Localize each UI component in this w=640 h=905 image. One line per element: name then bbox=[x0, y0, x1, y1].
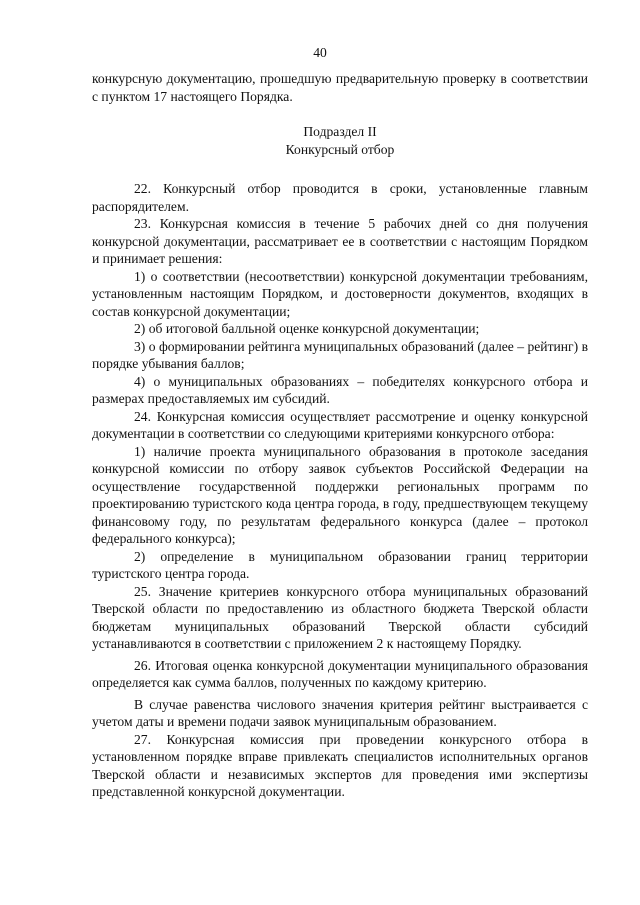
paragraph-27: 27. Конкурсная комиссия при проведении конкурсного отбора в установленном порядке вправе привлекать специалистов исполнительных органов Тверской области и независимых экспертов для проведения ими экспертизы представленной конкурсной документации. bbox=[92, 731, 588, 799]
paragraph-23-item-1: 1) о соответствии (несоответствии) конкурсной документации требованиям, установленным настоящим Порядком, и достоверности документов, входящих в состав конкурсной документации; bbox=[92, 268, 588, 319]
paragraph-23: 23. Конкурсная комиссия в течение 5 рабочих дней со дня получения конкурсной документации, рассматривает ее в соответствии с настоящим Порядком и принимает решения: bbox=[92, 216, 588, 266]
paragraph-26-note: В случае равенства числового значения критерия рейтинг выстраивается с учетом даты и времени подачи заявок муниципальным образованием. bbox=[92, 696, 588, 729]
subsection-label: Подраздел II bbox=[303, 124, 377, 139]
paragraph-23-item-3: 3) о формировании рейтинга муниципальных образований (далее – рейтинг) в порядке убывания баллов; bbox=[92, 338, 588, 371]
intro-paragraph: конкурсную документацию, прошедшую предварительную проверку в соответствии с пунктом 17 настоящего Порядка. bbox=[92, 71, 588, 104]
paragraph-25: 25. Значение критериев конкурсного отбора муниципальных образований Тверской области по предоставлению из областного бюджета Тверской области бюджетам муниципальных образований Тверской области субсидий устанавливаются в соответствии с приложением 2 к настоящему Порядку. bbox=[92, 583, 588, 651]
paragraph-24: 24. Конкурсная комиссия осуществляет рассмотрение и оценку конкурсной документации в соответствии со следующими критериями конкурсного отбора: bbox=[92, 408, 588, 441]
paragraph-23-item-4: 4) о муниципальных образованиях – победителях конкурсного отбора и размерах предоставляемых им субсидий. bbox=[92, 373, 588, 406]
page-number: 40 bbox=[313, 45, 327, 60]
paragraph-22: 22. Конкурсный отбор проводится в сроки, установленные главным распорядителем. bbox=[92, 181, 588, 214]
subsection-heading bbox=[92, 123, 588, 158]
document-body bbox=[92, 70, 588, 801]
subsection-title: Конкурсный отбор bbox=[285, 141, 395, 157]
paragraph-24-item-1: 1) наличие проекта муниципального образования в протоколе заседания конкурсной комиссии по отбору заявок субъектов Российской Федерации на осуществление государственной поддержки региональных программ по проектированию туристского кода центра города, в году, предшествующем текущему финансовому году, по результатам федерального конкурса (далее – протокол федерального конкурса); bbox=[92, 443, 588, 546]
paragraph-24-item-2: 2) определение в муниципальном образовании границ территории туристского центра города. bbox=[92, 548, 588, 581]
paragraph-26: 26. Итоговая оценка конкурсной документации муниципального образования определяется как сумма баллов, полученных по каждому критерию. bbox=[92, 657, 588, 690]
paragraph-23-item-2: 2) об итоговой балльной оценке конкурсной документации; bbox=[134, 321, 480, 336]
